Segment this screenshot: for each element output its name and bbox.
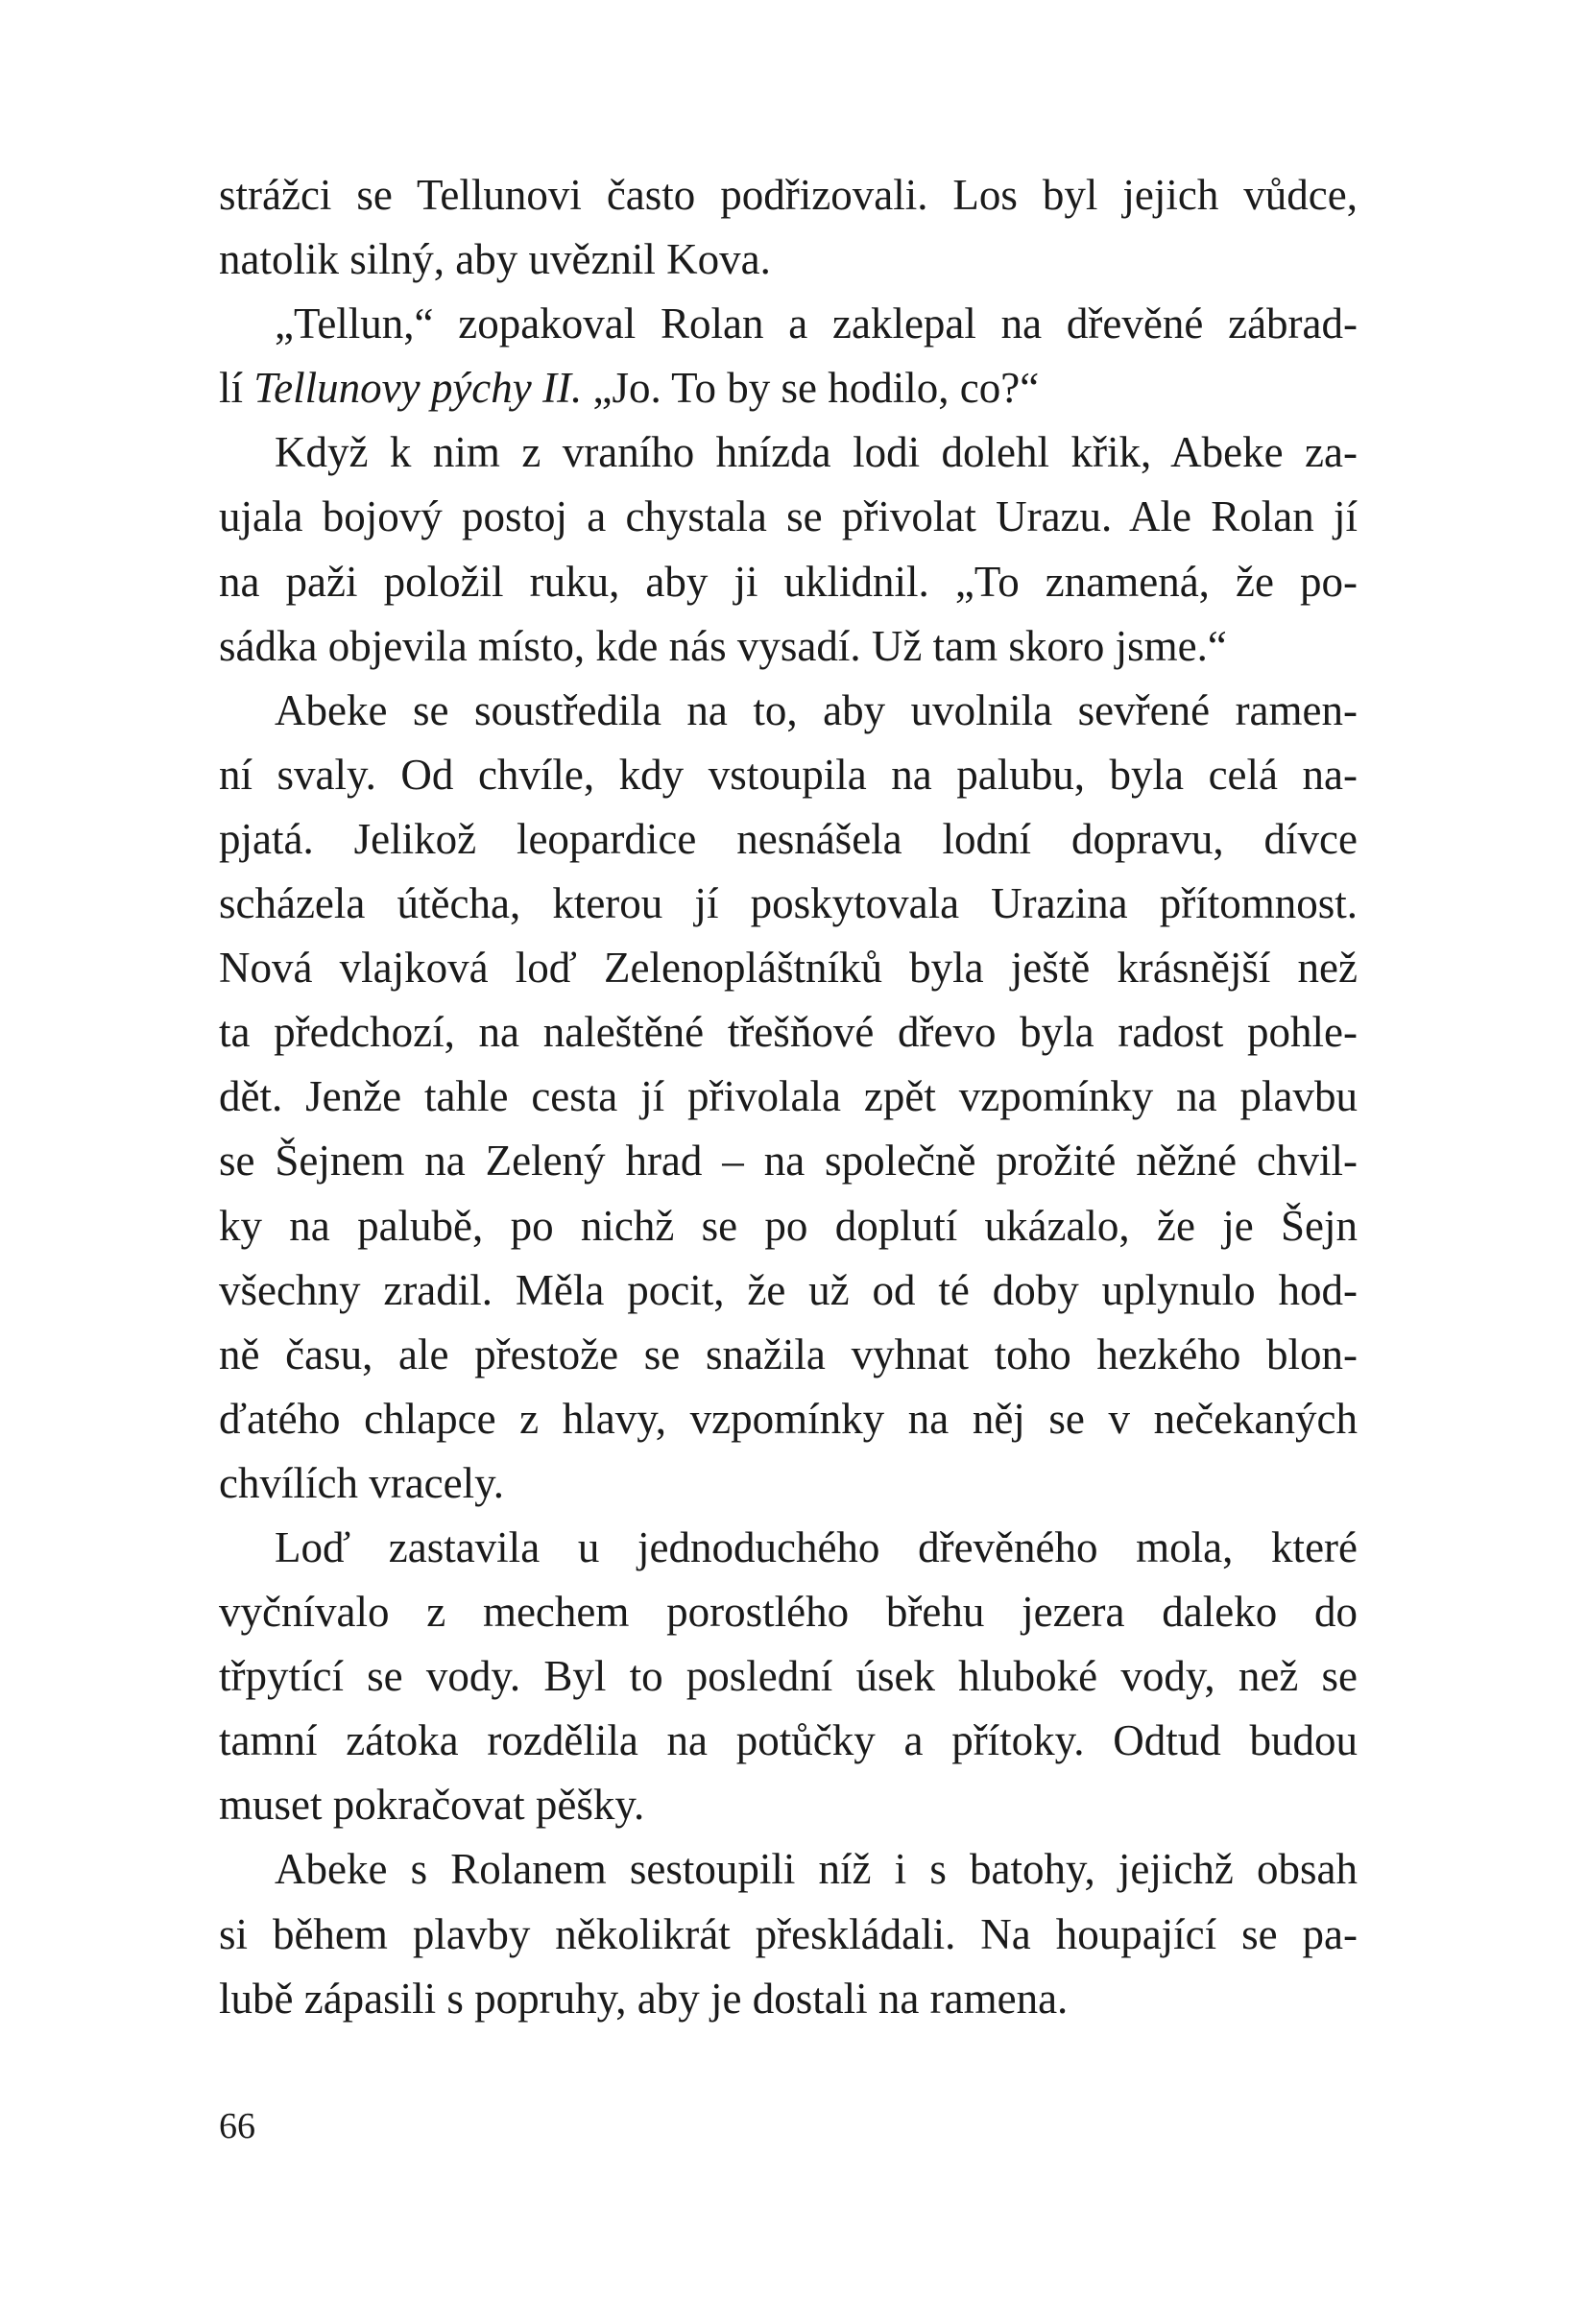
text-line: natolik silný, aby uvěznil Kova.	[219, 235, 771, 284]
text-line: „Tellun,“ zopakoval Rolan a zaklepal na dřevěné zábrad-	[275, 299, 1358, 348]
text-line: vyčnívalo z mechem porostlého břehu jezera daleko do	[219, 1588, 1358, 1637]
text-line: Nová vlajková loď Zelenopláštníků byla ještě krásnější než	[219, 944, 1358, 993]
text-line: si během plavby několikrát přeskládali. Na houpající se pa-	[219, 1909, 1358, 1958]
text-line: Abeke se soustředila na to, aby uvolnila sevřené ramen-	[275, 685, 1358, 734]
text-line: sádka objevila místo, kde nás vysadí. Už tam skoro jsme.“	[219, 621, 1227, 670]
text-line: se Šejnem na Zelený hrad – na společně prožité něžné chvil-	[219, 1137, 1358, 1186]
text-line: ky na palubě, po nichž se po doplutí ukázalo, že je Šejn	[219, 1201, 1358, 1250]
text-line: třpytící se vody. Byl to poslední úsek hluboké vody, než se	[219, 1652, 1358, 1701]
text-line: všechny zradil. Měla pocit, že už od té doby uplynulo hod-	[219, 1265, 1358, 1314]
text-line: ta předchozí, na naleštěné třešňové dřevo byla radost pohle-	[219, 1008, 1358, 1057]
page-number: 66	[219, 2106, 255, 2146]
text-line: strážci se Tellunovi často podřizovali. Los byl jejich vůdce,	[219, 171, 1358, 219]
text-span: „Jo. To by se hodilo, co?“	[582, 364, 1040, 413]
text-line: muset pokračovat pěšky.	[219, 1781, 645, 1830]
text-line: lubě zápasili s popruhy, aby je dostali na ramena.	[219, 1974, 1069, 2023]
text-line: ďatého chlapce z hlavy, vzpomínky na něj se v nečekaných	[219, 1394, 1358, 1443]
text-line: scházela útěcha, kterou jí poskytovala Urazina přítomnost.	[219, 879, 1358, 928]
text-line: ujala bojový postoj a chystala se přivolat Urazu. Ale Rolan jí	[219, 492, 1358, 541]
body-text	[219, 163, 1358, 2031]
text-line: tamní zátoka rozdělila na potůčky a přítoky. Odtud budou	[219, 1716, 1358, 1765]
text-span: lí	[219, 364, 254, 413]
text-line: ní svaly. Od chvíle, kdy vstoupila na palubu, byla celá na-	[219, 750, 1358, 799]
text-line: Loď zastavila u jednoduchého dřevěného mola, které	[275, 1522, 1358, 1571]
text-line: Abeke s Rolanem sestoupili níž i s batohy, jejichž obsah	[275, 1845, 1358, 1894]
ship-name-italic: Tellunovy pýchy II.	[253, 364, 583, 413]
text-line: na paži položil ruku, aby ji uklidnil. „To znamená, že po-	[219, 557, 1358, 606]
text-line	[219, 356, 1358, 420]
text-line: pjatá. Jelikož leopardice nesnášela lodní dopravu, dívce	[219, 814, 1358, 863]
text-line: ně času, ale přestože se snažila vyhnat toho hezkého blon-	[219, 1330, 1358, 1378]
text-line: dět. Jenže tahle cesta jí přivolala zpět vzpomínky na plavbu	[219, 1072, 1358, 1121]
text-line: chvílích vracely.	[219, 1458, 504, 1507]
text-line: Když k nim z vraního hnízda lodi dolehl křik, Abeke za-	[275, 428, 1358, 477]
